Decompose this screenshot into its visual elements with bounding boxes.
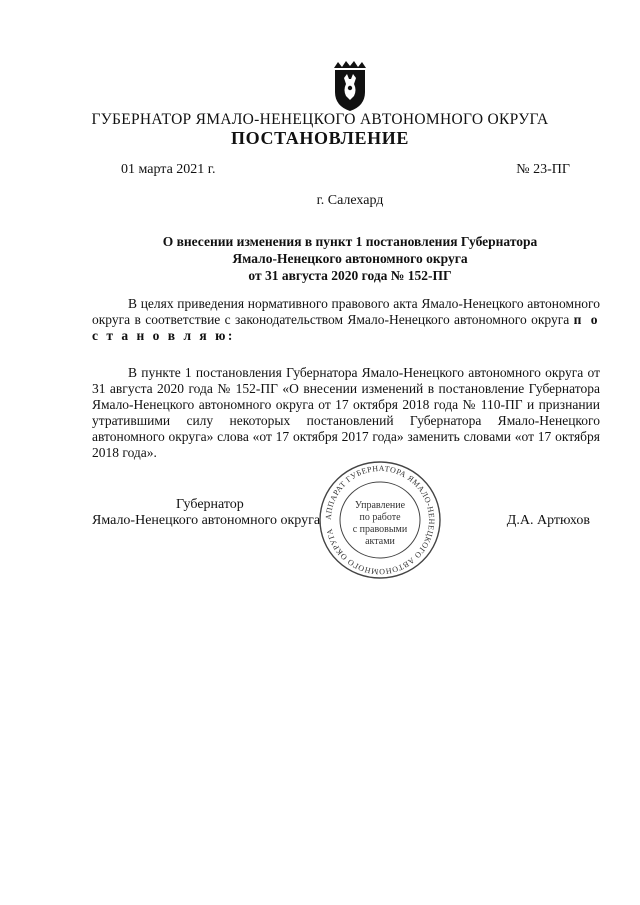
body-paragraph-1 [92,296,600,344]
paragraph-2-text: В пункте 1 постановления Губернатора Ямало-Ненецкого автономного округа от 31 августа 2020 года № 152-ПГ «О внесении изменений в постановление Губернатора Ямало-Ненецкого автономного округа от 17 октября 2018 года № 110-ПГ и признании утратившими силу некоторых постановлений Губернатора Ямало-Ненецкого автономного округа» слова «от 17 октября 2017 года» заменить словами «от 17 октября 2018 года». [92,365,600,460]
issuing-authority: ГУБЕРНАТОР ЯМАЛО-НЕНЕЦКОГО АВТОНОМНОГО ОКРУГА [91,111,549,128]
document-number: № 23-ПГ [516,162,570,177]
stamp-line-3: с правовыми [352,524,408,535]
stamp-line-1: Управление [354,500,406,511]
stamp-line-4: актами [365,536,395,547]
stamp-ring-text: АППАРАТ ГУБЕРНАТОРА ЯМАЛО-НЕНЕЦКОГО АВТОНОМНОГО ОКРУГА [323,463,437,577]
document-date: 01 марта 2021 г. [121,162,216,177]
body-paragraph-2 [92,365,600,461]
signatory-title: Губернатор [176,497,244,512]
title-line-2: Ямало-Ненецкого автономного округа [232,251,468,266]
signatory-organization: Ямало-Ненецкого автономного округа [92,513,321,528]
paragraph-1-text: В целях приведения нормативного правового акта Ямало-Ненецкого автономного округа в соответствие с законодательством Ямало-Ненецкого автономного округа [92,296,600,327]
title-line-1: О внесении изменения в пункт 1 постановления Губернатора [162,234,538,249]
signatory-name: Д.А. Артюхов [506,513,590,528]
decree-keyword: п о с т а н о в л я ю: [92,312,601,343]
stamp-line-2: по работе [359,512,401,523]
official-stamp [318,460,442,580]
document-city: г. Салехард [316,193,384,208]
document-type: ПОСТАНОВЛЕНИЕ [231,128,409,148]
title-line-3: от 31 августа 2020 года № 152-ПГ [248,268,452,283]
document-title [0,233,640,284]
coat-of-arms-icon [330,60,370,112]
